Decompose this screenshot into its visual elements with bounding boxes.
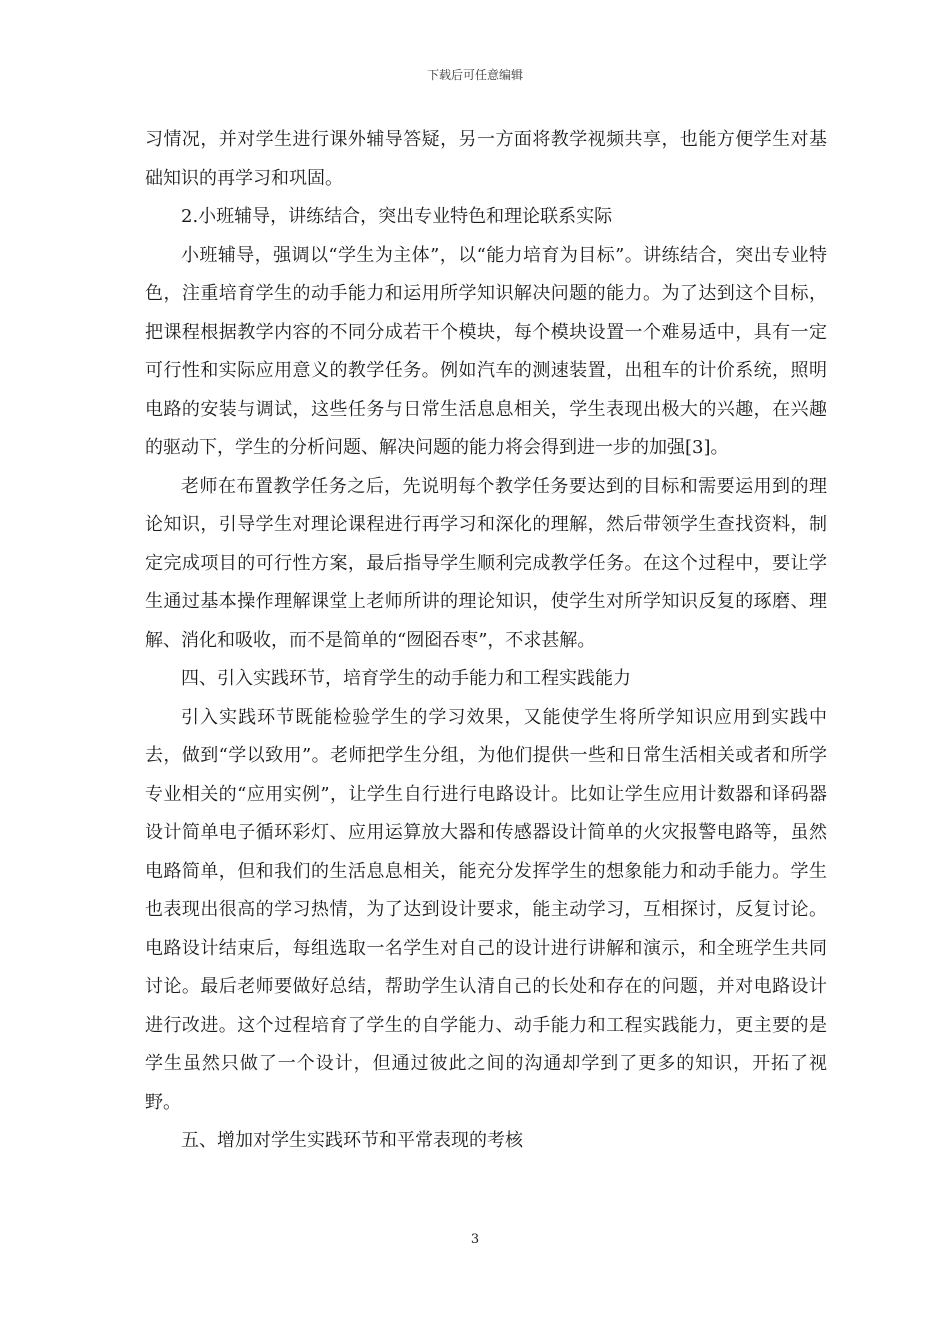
paragraph-3: 小班辅导，强调以“学生为主体”，以“能力培育为目标”。讲练结合，突出专业特色，注重培育学生的动手能力和运用所学知识解决问题的能力。为了达到这个目标，把课程根据教学内容的不同分成若干个模块，每个模块设置一个难易适中，具有一定可行性和实际应用意义的教学任务。例如汽车的测速装置，出租车的计价系统，照明电路的安装与调试，这些任务与日常生活息息相关，学生表现出极大的兴趣，在兴趣的驱动下，学生的分析问题、解决问题的能力将会得到进一步的加强[3]。 (145, 244, 827, 458)
paragraph-4: 老师在布置教学任务之后，先说明每个教学任务要达到的目标和需要运用到的理论知识，引导学生对理论课程进行再学习和深化的理解，然后带领学生查找资料，制定完成项目的可行性方案，最后指导学生顺利完成教学任务。在这个过程中，要让学生通过基本操作理解课堂上老师所讲的理论知识，使学生对所学知识反复的琢磨、理解、消化和吸收，而不是简单的“囫囵吞枣”，不求甚解。 (145, 475, 827, 651)
page-number: 3 (470, 1232, 480, 1247)
paragraph-1: 习情况，并对学生进行课外辅导答疑，另一方面将教学视频共享，也能方便学生对基础知识的再学习和巩固。 (145, 129, 827, 189)
document-body (145, 121, 827, 1161)
section-heading-4: 四、引入实践环节，培育学生的动手能力和工程实践能力 (181, 668, 631, 689)
paragraph-6: 引入实践环节既能检验学生的学习效果，又能使学生将所学知识应用到实践中去，做到“学以致用”。老师把学生分组，为他们提供一些和日常生活相关或者和所学专业相关的“应用实例”，让学生自行进行电路设计。比如让学生应用计数器和译码器设计简单电子循环彩灯、应用运算放大器和传感器设计简单的火灾报警电路等，虽然电路简单，但和我们的生活息息相关，能充分发挥学生的想象能力和动手能力。学生也表现出很高的学习热情，为了达到设计要求，能主动学习，互相探讨，反复讨论。电路设计结束后，每组选取一名学生对自己的设计进行讲解和演示，和全班学生共同讨论。最后老师要做好总结，帮助学生认清自己的长处和存在的问题，并对电路设计进行改进。这个过程培育了学生的自学能力、动手能力和工程实践能力，更主要的是学生虽然只做了一个设计，但通过彼此之间的沟通却学到了更多的知识，开拓了视野。 (145, 706, 827, 1113)
page-header: 下载后可任意编辑 (426, 68, 523, 82)
section-heading-2: 2.小班辅导，讲练结合，突出专业特色和理论联系实际 (181, 206, 613, 227)
section-heading-5: 五、增加对学生实践环节和平常表现的考核 (181, 1130, 523, 1151)
